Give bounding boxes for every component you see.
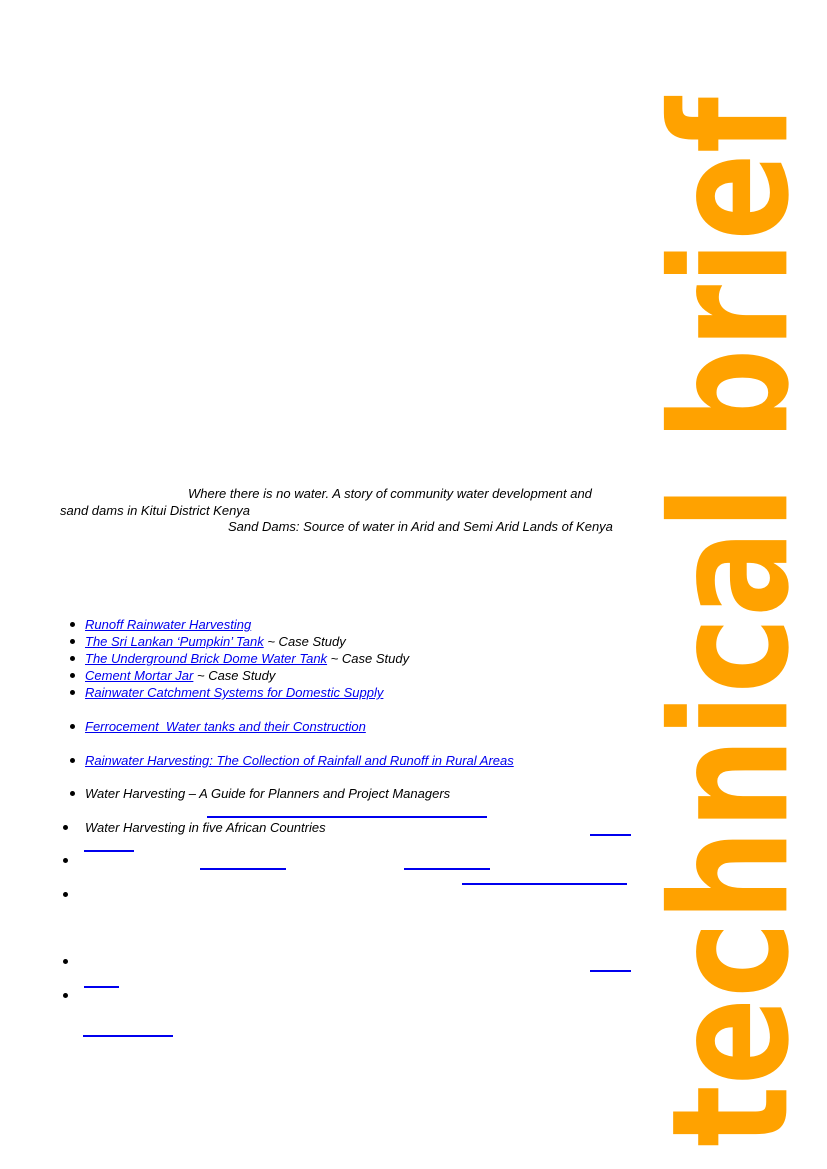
list-item [60, 651, 695, 667]
empty-link-underline[interactable] [404, 868, 490, 870]
link-rainwater-harvesting-rural-areas[interactable]: Rainwater Harvesting: The Collection of Rainfall and Runoff in Rural Areas [85, 753, 514, 768]
list-item [60, 668, 695, 684]
bullet-icon [63, 892, 68, 897]
bullet-icon [70, 791, 75, 796]
paragraph-line: Sand Dams: Source of water in Arid and Semi Arid Lands of Kenya [228, 519, 613, 534]
list-item [60, 753, 695, 769]
empty-link-underline[interactable] [462, 883, 627, 885]
list-item [60, 634, 695, 650]
bullet-icon [63, 825, 68, 830]
paragraph-line: sand dams in Kitui District Kenya [60, 502, 251, 518]
bullet-icon [70, 656, 75, 661]
empty-link-underline[interactable] [200, 868, 286, 870]
empty-link-underline[interactable] [84, 986, 119, 988]
list-item [60, 719, 695, 735]
link-cement-mortar-jar[interactable]: Cement Mortar Jar [85, 668, 194, 683]
bullet-icon [70, 690, 75, 695]
bullet-icon [63, 993, 68, 998]
publications-paragraph [60, 486, 645, 536]
bullet-icon [63, 858, 68, 863]
empty-link-underline[interactable] [207, 816, 487, 818]
case-study-suffix: ~ Case Study [327, 651, 410, 666]
case-study-suffix: ~ Case Study [193, 668, 276, 683]
bullet-icon [70, 622, 75, 627]
bullet-icon [70, 639, 75, 644]
link-runoff-rainwater-harvesting[interactable]: Runoff Rainwater Harvesting [85, 617, 252, 632]
water-harvesting-five-countries-label: Water Harvesting in five African Countries [85, 820, 326, 835]
paragraph-line: Where there is no water. A story of community water development and [188, 486, 592, 501]
list-item [60, 617, 695, 633]
link-rainwater-catchment-systems[interactable]: Rainwater Catchment Systems for Domestic Supply [85, 685, 384, 700]
empty-link-underline[interactable] [590, 970, 631, 972]
bullet-icon [63, 959, 68, 964]
empty-link-underline[interactable] [83, 1035, 173, 1037]
bullet-icon [70, 724, 75, 729]
link-underground-brick-dome-tank[interactable]: The Underground Brick Dome Water Tank [85, 651, 328, 666]
bullet-icon [70, 758, 75, 763]
empty-link-underline[interactable] [84, 850, 134, 852]
technical-brief-banner: technical brief [637, 97, 826, 1147]
empty-link-underline[interactable] [590, 834, 631, 836]
list-item [60, 685, 695, 701]
case-study-suffix: ~ Case Study [263, 634, 346, 649]
link-sri-lankan-pumpkin-tank[interactable]: The Sri Lankan ‘Pumpkin’ Tank [85, 634, 264, 649]
link-ferrocement-water-tanks[interactable]: Ferrocement Water tanks and their Construction [85, 719, 366, 734]
list-item [60, 786, 695, 802]
bullet-icon [70, 673, 75, 678]
water-harvesting-guide-label: Water Harvesting – A Guide for Planners and Project Managers [85, 786, 451, 801]
